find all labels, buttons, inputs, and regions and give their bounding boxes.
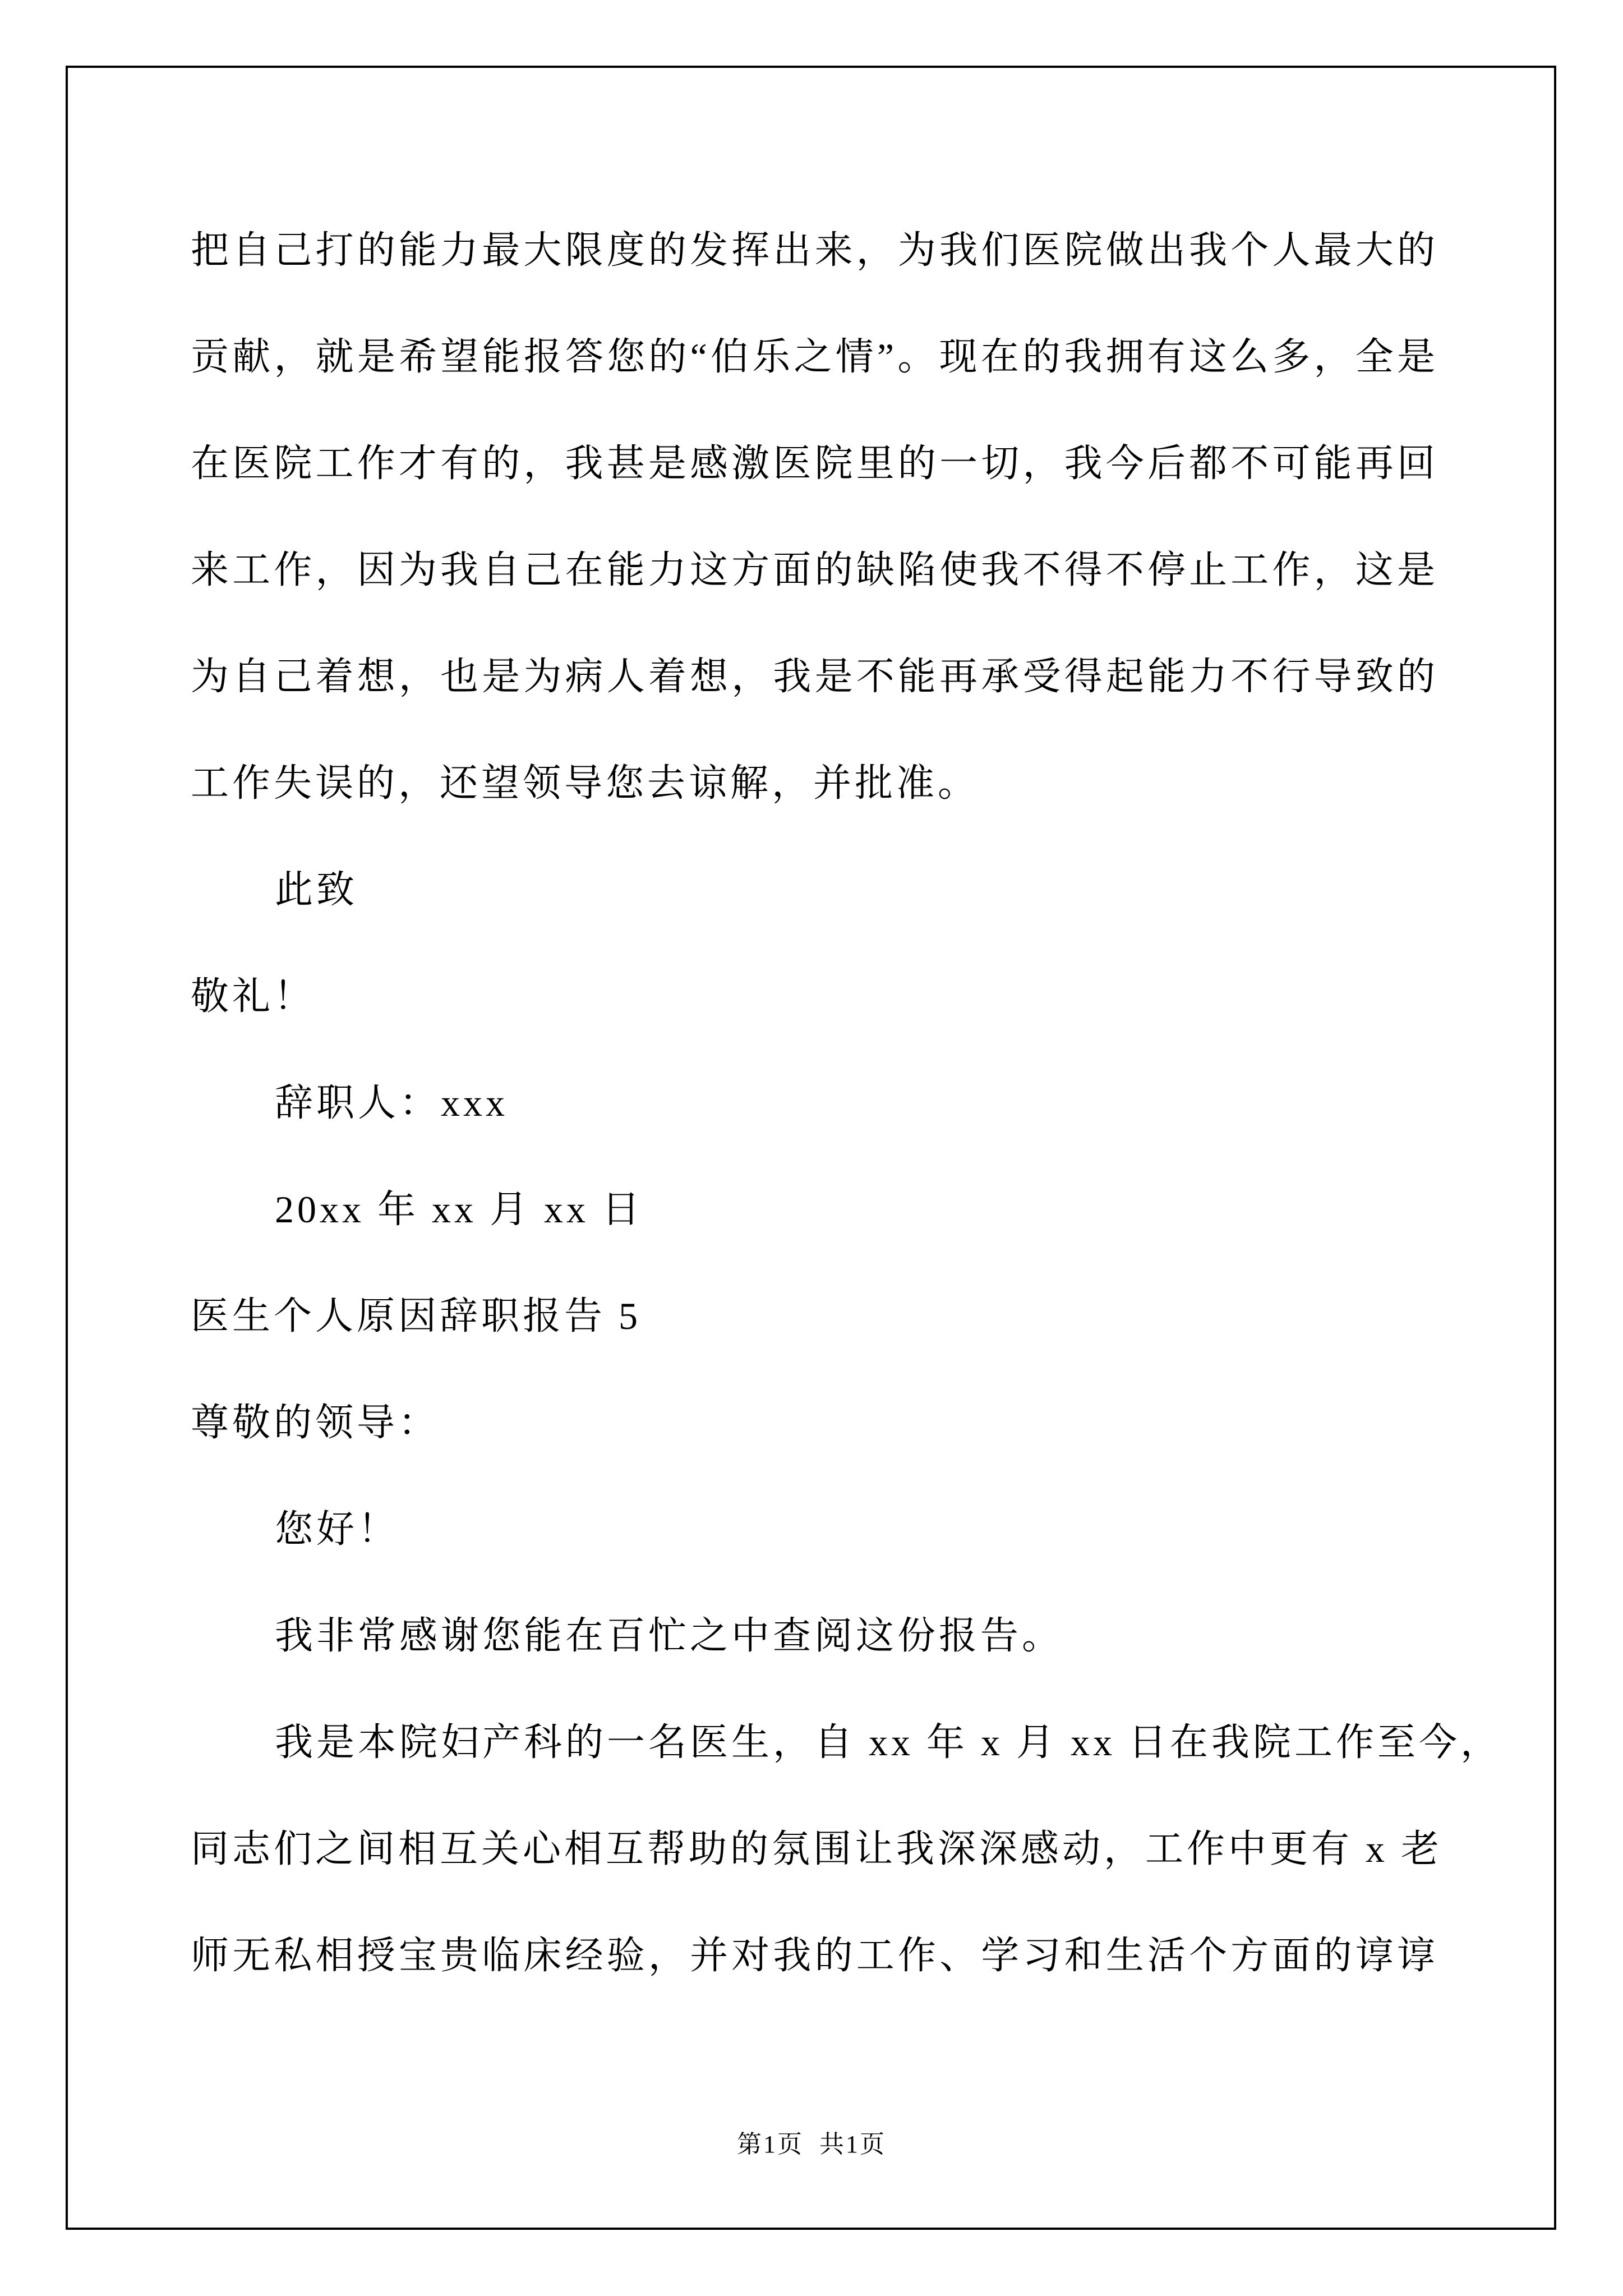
intro-line-3: 师无私相授宝贵临床经验，并对我的工作、学习和生活个方面的谆谆	[191, 1934, 1438, 1977]
salutation-line: 尊敬的领导：	[191, 1401, 440, 1444]
page-footer: 第1页 共1页	[737, 2131, 886, 2158]
intro-line-2: 同志们之间相互关心相互帮助的氛围让我深深感动，工作中更有 x 老	[191, 1828, 1443, 1870]
section-heading: 医生个人原因辞职报告 5	[191, 1295, 642, 1337]
signature-line: 辞职人：xxx	[275, 1082, 509, 1124]
body-line-2: 贡献，就是希望能报答您的“伯乐之情”。现在的我拥有这么多，全是	[191, 335, 1438, 378]
greeting-line: 您好！	[275, 1508, 400, 1550]
body-line-5: 为自己着想，也是为病人着想，我是不能再承受得起能力不行导致的	[191, 655, 1438, 698]
date-line: 20xx 年 xx 月 xx 日	[275, 1188, 644, 1231]
salute-line: 敬礼！	[191, 975, 316, 1018]
thanks-line: 我非常感谢您能在百忙之中查阅这份报告。	[275, 1614, 1064, 1657]
body-line-6: 工作失误的，还望领导您去谅解，并批准。	[191, 762, 980, 804]
body-line-1: 把自己打的能力最大限度的发挥出来，为我们医院做出我个人最大的	[191, 229, 1438, 272]
intro-line-1: 我是本院妇产科的一名医生，自 xx 年 x 月 xx 日在我院工作至今，	[275, 1721, 1502, 1764]
document-text	[191, 197, 1502, 2009]
body-line-3: 在医院工作才有的，我甚是感激医院里的一切，我今后都不可能再回	[191, 442, 1438, 485]
closing-line: 此致	[275, 868, 358, 911]
body-line-4: 来工作，因为我自己在能力这方面的缺陷使我不得不停止工作，这是	[191, 549, 1438, 591]
